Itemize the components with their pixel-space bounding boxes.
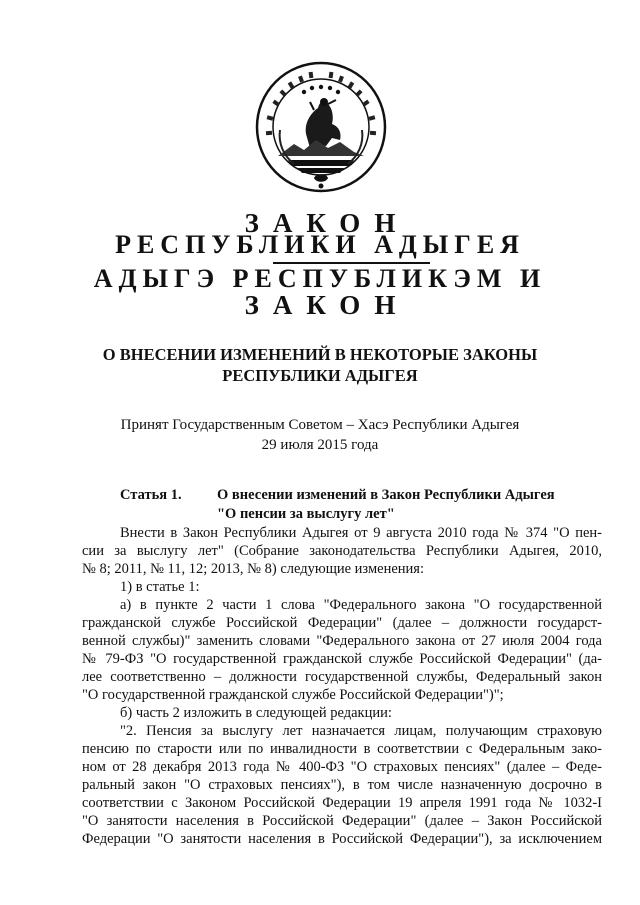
text-line: "2. Пенсия за выслугу лет назначается лицам, получающим страховую <box>120 723 602 739</box>
adygea-coat-of-arms-icon <box>254 60 388 194</box>
law-title-line3: АДЫГЭ РЕСПУБЛИКЭМ И <box>93 264 547 293</box>
text-line: венной службы)" заменить словами "Федерального закона от 27 июля 2004 года <box>82 633 602 649</box>
text-line: б) часть 2 изложить в следующей редакции: <box>120 705 392 721</box>
text-line: ральный закон "О страховых пенсиях"), в том числе назначенную досрочно в <box>82 777 602 793</box>
law-subtitle-line2: РЕСПУБЛИКИ АДЫГЕЯ <box>222 366 418 385</box>
adoption-statement: Принят Государственным Советом – Хасэ Республики Адыгея <box>120 417 520 433</box>
law-title-line4: ЗАКОН <box>244 290 410 320</box>
adoption-date: 29 июля 2015 года <box>261 437 379 453</box>
text-line: ном от 28 декабря 2013 года № 400-ФЗ "О страховых пенсиях" (далее – Феде- <box>82 759 602 775</box>
paragraph-intro <box>82 524 602 578</box>
text-line: Федерации "О занятости населения в Российской Федерации"), за исключением <box>82 831 602 847</box>
text-line: сии за выслугу лет" (Собрание законодательства Республики Адыгея, 2010, <box>82 543 602 559</box>
article-title-line2: "О пенсии за выслугу лет" <box>217 506 395 522</box>
text-line: соответствии с Законом Российской Федерации 19 апреля 1991 года № 1032-I <box>82 795 602 811</box>
text-line: № 8; 2011, № 11, 12; 2013, № 8) следующие изменения: <box>82 561 424 577</box>
text-line: а) в пункте 2 части 1 слова "Федерального закона "О государственной <box>120 597 602 613</box>
text-line: Внести в Закон Республики Адыгея от 9 августа 2010 года № 374 "О пен- <box>120 525 602 541</box>
text-line: № 79-ФЗ "О государственной гражданской службе Российской Федерации" (да- <box>82 651 602 667</box>
paragraph-item-1a <box>82 596 602 704</box>
article-title-line1: О внесении изменений в Закон Республики Адыгея <box>217 487 555 503</box>
law-title-line1: ЗАКОН <box>244 208 410 238</box>
article-number: Статья 1. <box>120 487 182 503</box>
text-line: гражданской службе Российской Федерации" (далее – должности государст- <box>82 615 602 631</box>
article-title <box>217 486 610 524</box>
paragraph-quote <box>82 722 602 848</box>
article-body <box>82 524 602 848</box>
text-line: лее соответственно – должности государственной службы, Федеральный закон <box>82 669 602 685</box>
text-line: "О занятости населения в Российской Федерации" (далее – Закон Российской <box>82 813 602 829</box>
paragraph-item-1b <box>82 704 602 722</box>
coat-of-arms-emblem <box>254 60 388 194</box>
text-line: 1) в статье 1: <box>120 579 200 595</box>
law-subtitle-line1: О ВНЕСЕНИИ ИЗМЕНЕНИЙ В НЕКОТОРЫЕ ЗАКОНЫ <box>102 345 538 364</box>
paragraph-item-1 <box>82 578 602 596</box>
text-line: пенсию по старости или по инвалидности в соответствии с Федеральным зако- <box>82 741 602 757</box>
text-line: "О государственной гражданской службе Российской Федерации")"; <box>82 687 504 703</box>
law-title-line2: РЕСПУБЛИКИ АДЫГЕЯ <box>115 230 525 259</box>
